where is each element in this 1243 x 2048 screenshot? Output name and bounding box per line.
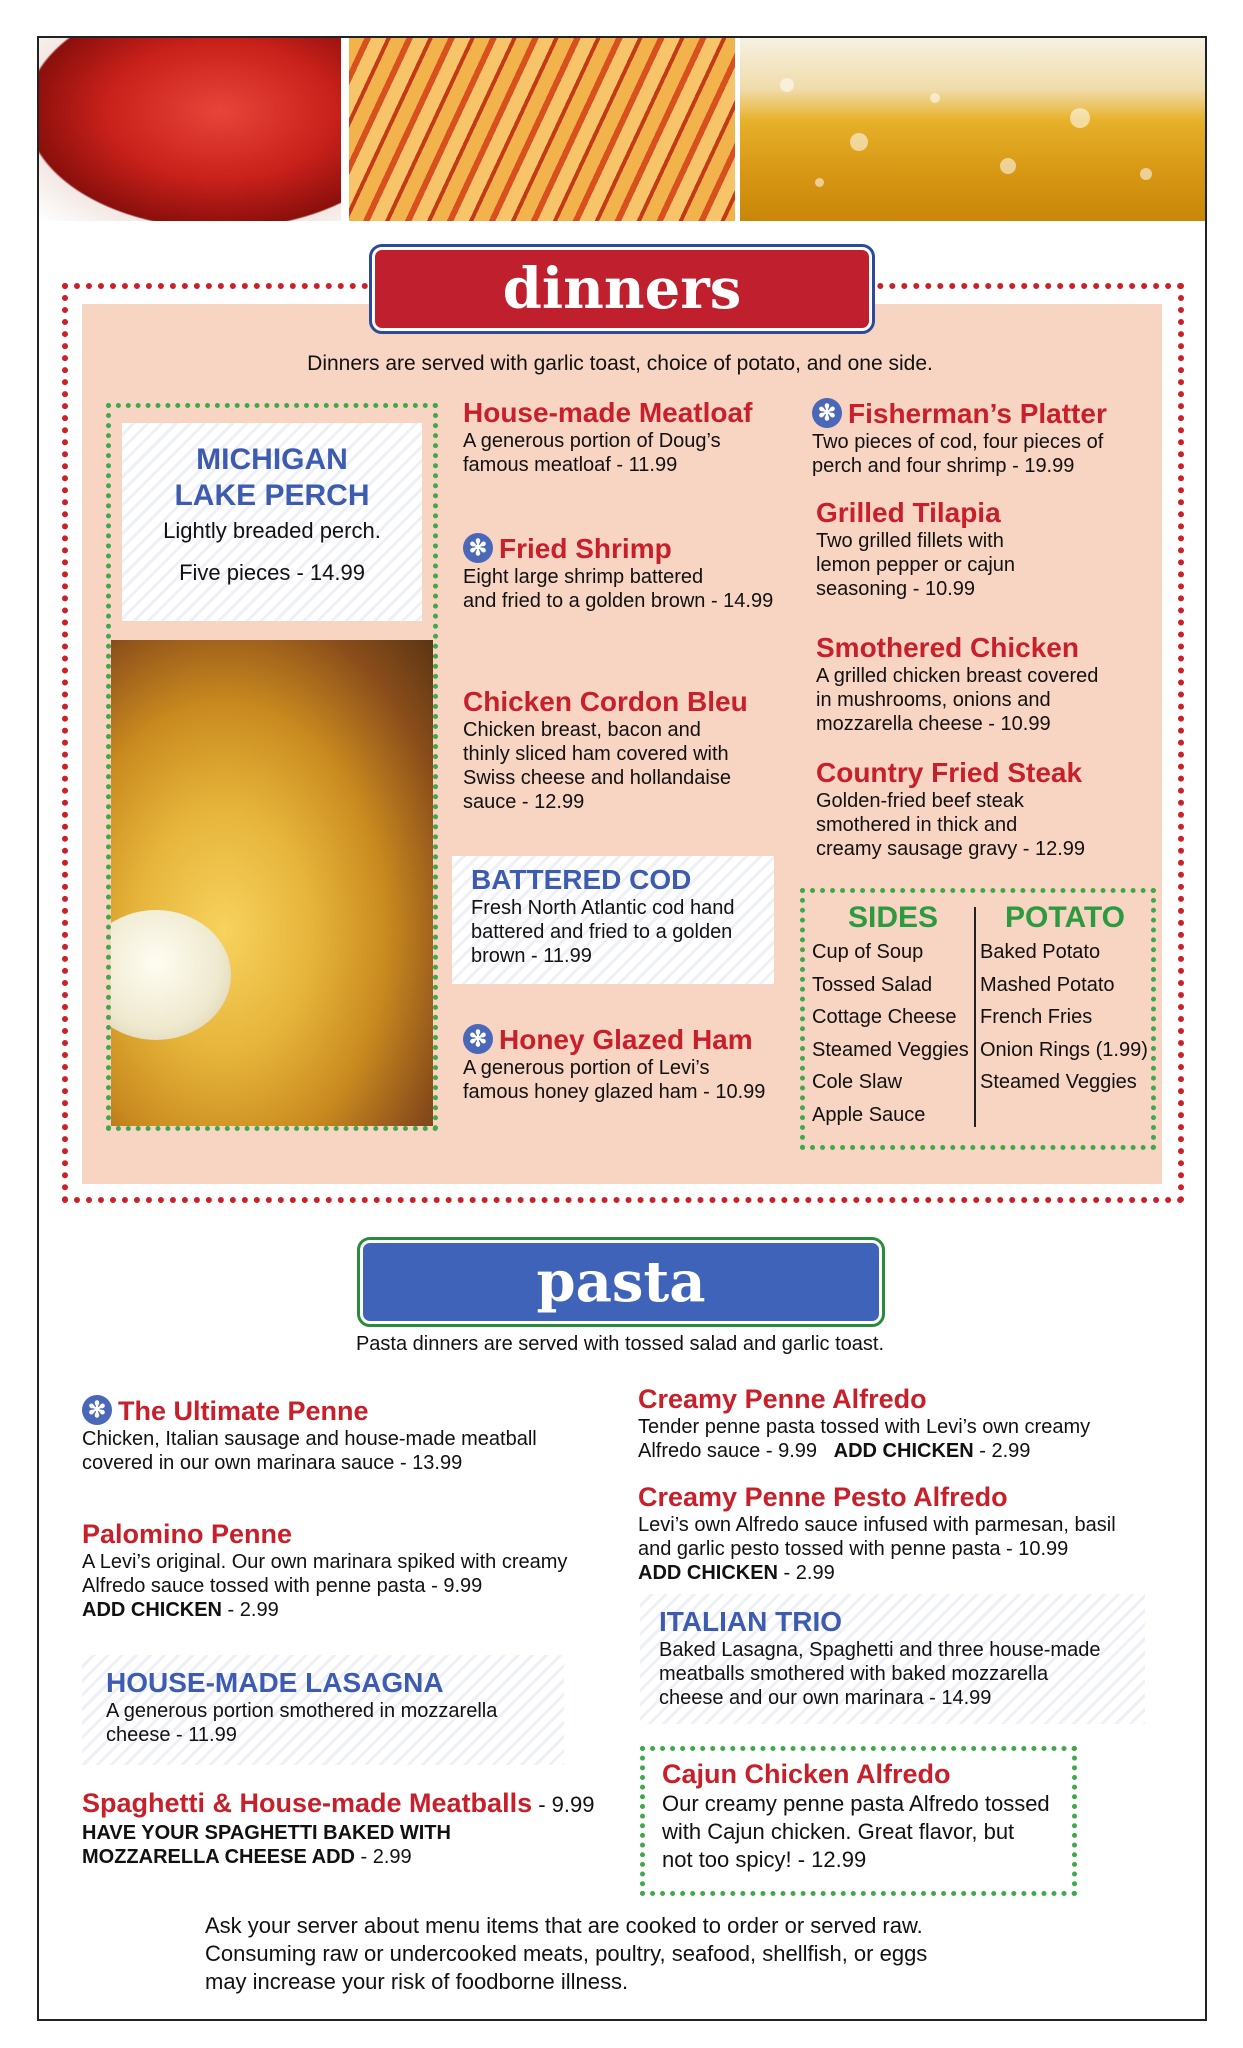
pasta-intro: Pasta dinners are served with tossed salad and garlic toast.: [355, 1333, 885, 1355]
grilled-tilapia-item: Grilled Tilapia Two grilled fillets with lemon pepper or cajun seasoning - 10.99: [816, 497, 1016, 600]
perch-title: MICHIGAN LAKE PERCH: [174, 443, 370, 512]
sides-list: [812, 936, 974, 1131]
creamy-penne-item: Creamy Penne Alfredo Tender penne pasta tossed with Levi’s own creamy Alfredo sauce - 9.99 ADD CHICKEN - 2.99: [638, 1384, 1091, 1462]
dinners-intro: Dinners are served with garlic toast, choice of potato, and one side.: [307, 352, 933, 375]
list-item: French Fries: [980, 1006, 1093, 1028]
potato-column: [980, 900, 1150, 1099]
fried-shrimp-item: ✻ Fried Shrimp Eight large shrimp battered and fried to a golden brown - 14.99: [463, 533, 774, 612]
penne-pasta-photo: [349, 38, 735, 221]
list-item: Mashed Potato: [980, 973, 1115, 996]
dinners-banner: dinners: [372, 247, 872, 331]
fishermans-platter-item: ✻ Fisherman’s Platter Two pieces of cod, four pieces of perch and four shrimp - 19.99: [812, 398, 1107, 477]
list-item: Steamed Veggies: [812, 1038, 969, 1061]
battered-cod-card: BATTERED COD Fresh North Atlantic cod hand battered and fried to a golden brown - 11.99: [452, 856, 774, 984]
list-item: Baked Potato: [980, 941, 1101, 963]
list-item: Apple Sauce: [812, 1103, 926, 1126]
flower-badge-icon: ✻: [463, 1024, 493, 1054]
beer-photo: [740, 38, 1205, 221]
flower-badge-icon: ✻: [812, 398, 842, 428]
palomino-penne-item: Palomino Penne A Levi’s original. Our own marinara spiked with creamy Alfredo sauce tossed with penne pasta - 9.99 ADD CHICKEN - 2.99: [82, 1519, 568, 1621]
food-safety-notice: Ask your server about menu items that are cooked to order or served raw. Consuming raw or undercooked meats, poultry, seafood, shellfish, or eggs may increase your risk of foodborne illness.: [205, 1913, 928, 1994]
list-item: Cup of Soup: [812, 941, 924, 963]
pesto-alfredo-item: Creamy Penne Pesto Alfredo Levi’s own Alfredo sauce infused with parmesan, basil and garlic pesto tossed with penne pasta - 10.99 ADD CHICKEN - 2.99: [638, 1482, 1116, 1584]
sides-title: SIDES: [847, 901, 939, 934]
lasagna-card: HOUSE-MADE LASAGNA A generous portion smothered in mozzarella cheese - 11.99: [82, 1655, 564, 1765]
tomato-photo: [39, 38, 341, 221]
ultimate-penne-item: ✻ The Ultimate Penne Chicken, Italian sausage and house-made meatball covered in our own marinara sauce - 13.99: [82, 1396, 537, 1474]
cajun-chicken-item: Cajun Chicken Alfredo Our creamy penne pasta Alfredo tossed with Cajun chicken. Great flavor, but not too spicy! - 12.99: [662, 1759, 1050, 1872]
perch-card: [122, 423, 422, 621]
flower-badge-icon: ✻: [82, 1395, 112, 1425]
sides-column: [812, 900, 974, 1131]
italian-trio-card: ITALIAN TRIO Baked Lasagna, Spaghetti and three house-made meatballs smothered with baked mozzarella cheese and our own marinara - 14.99: [640, 1594, 1145, 1724]
sides-divider: [974, 907, 976, 1127]
potato-title: POTATO: [1005, 901, 1125, 934]
spaghetti-meatballs-item: Spaghetti & House-made Meatballs - 9.99 HAVE YOUR SPAGHETTI BAKED WITH MOZZARELLA CHEESE ADD - 2.99: [82, 1788, 595, 1868]
flower-badge-icon: ✻: [463, 533, 493, 563]
cordon-bleu-item: Chicken Cordon Bleu Chicken breast, bacon and thinly sliced ham covered with Swiss cheese and hollandaise sauce - 12.99: [463, 686, 748, 813]
perch-description: Lightly breaded perch.: [163, 518, 381, 543]
potato-list: [980, 936, 1150, 1099]
list-item: Steamed Veggies: [980, 1071, 1137, 1093]
list-item: Cottage Cheese: [812, 1006, 957, 1028]
list-item: Onion Rings (1.99): [980, 1038, 1148, 1061]
pasta-banner: pasta: [360, 1240, 882, 1324]
smothered-chicken-item: Smothered Chicken A grilled chicken breast covered in mushrooms, onions and mozzarella cheese - 10.99: [816, 632, 1099, 735]
fried-perch-photo: [111, 640, 433, 1126]
honey-ham-item: ✻ Honey Glazed Ham A generous portion of Levi’s famous honey glazed ham - 10.99: [463, 1024, 766, 1103]
country-fried-steak-item: Country Fried Steak Golden-fried beef steak smothered in thick and creamy sausage gravy - 12.99: [816, 757, 1086, 860]
perch-price: Five pieces - 14.99: [179, 560, 365, 585]
meatloaf-item: House-made Meatloaf A generous portion of Doug’s famous meatloaf - 11.99: [463, 397, 753, 476]
list-item: Tossed Salad: [812, 973, 933, 996]
list-item: Cole Slaw: [812, 1071, 903, 1093]
